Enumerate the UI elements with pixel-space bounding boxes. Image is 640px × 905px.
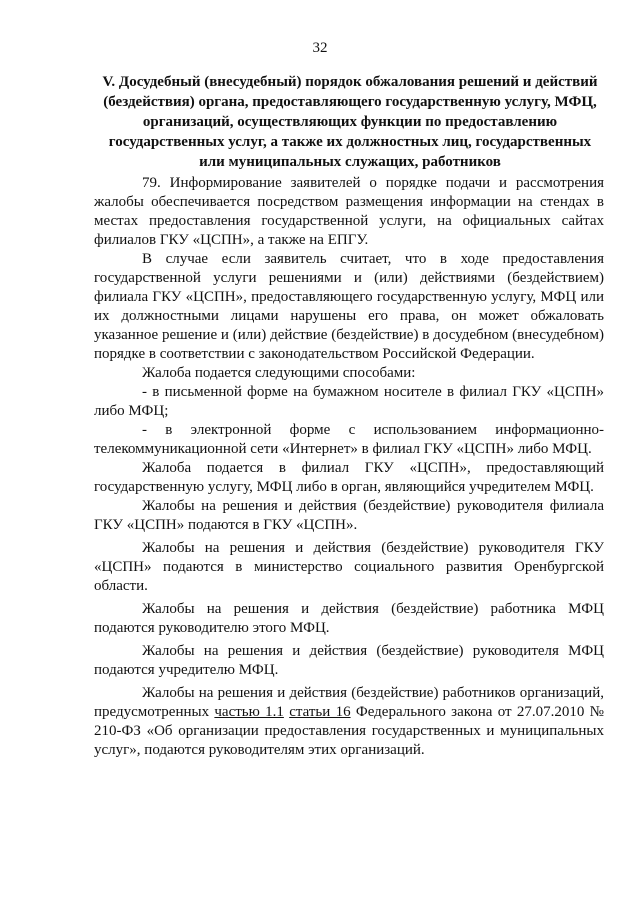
paragraph-79: 79. Информирование заявителей о порядке подачи и рассмотрения жалобы обеспечивается посредством размещения информации на стендах в местах предоставления государственной услуги, на официальных сайтах филиалов ГКУ «ЦСПН», а также на ЕПГУ. (94, 175, 604, 248)
paragraph-branch-head: Жалобы на решения и действия (бездействие) руководителя филиала ГКУ «ЦСПН» подаются в ГКУ «ЦСПН». (94, 498, 604, 533)
document-body (94, 174, 604, 760)
paragraph-submission-methods: Жалоба подается следующими способами: (142, 365, 416, 381)
paragraph-mfc-worker: Жалобы на решения и действия (бездействие) работника МФЦ подаются руководителю этого МФЦ. (94, 601, 604, 636)
page-number: 32 (312, 40, 328, 56)
paragraph-mfc-head: Жалобы на решения и действия (бездействие) руководителя МФЦ подаются учредителю МФЦ. (94, 643, 604, 678)
list-item-paper: - в письменной форме на бумажном носителе в филиал ГКУ «ЦСПН» либо МФЦ; (94, 384, 604, 419)
list-item-electronic: - в электронной форме с использованием информационно-телекоммуникационной сети «Интернет» в филиал ГКУ «ЦСПН» либо МФЦ. (94, 422, 604, 457)
section-heading: V. Досудебный (внесудебный) порядок обжалования решений и действий (бездействия) органа, предоставляющего государственную услугу, МФЦ, организаций, осуществляющих функции по предоставлению государственных услуг, а также их должностных лиц, государственных или муниципальных служащих, работников (102, 74, 598, 170)
paragraph-organizations (94, 684, 604, 760)
paragraph-organizations-text-2: Федерального закона от 27.07.2010 № 210-ФЗ «Об организации предоставления государственных и муниципальных услуг», подаются руководителям этих организаций. (94, 704, 604, 758)
paragraph-where-filed: Жалоба подается в филиал ГКУ «ЦСПН», предоставляющий государственную услугу, МФЦ либо в орган, являющийся учредителем МФЦ. (94, 460, 604, 495)
law-reference-part-link[interactable]: частью 1.1 (214, 704, 284, 720)
paragraph-gku-head: Жалобы на решения и действия (бездействие) руководителя ГКУ «ЦСПН» подаются в министерство социального развития Оренбургской области. (94, 540, 604, 594)
law-reference-article-link[interactable]: статьи 16 (289, 704, 351, 720)
paragraph-violation: В случае если заявитель считает, что в ходе предоставления государственной услуги решениями и (или) действиями (бездействием) филиала ГКУ «ЦСПН», предоставляющего государственную услугу, МФЦ или их должностными лицами нарушены его права, он может обжаловать указанное решение и (или) действие (бездействие) в досудебном (внесудебном) порядке в соответствии с законодательством Российской Федерации. (94, 251, 604, 362)
paragraph-organizations-text-1: Жалобы на решения и действия (бездействие) работников организаций, предусмотренных (94, 685, 604, 720)
